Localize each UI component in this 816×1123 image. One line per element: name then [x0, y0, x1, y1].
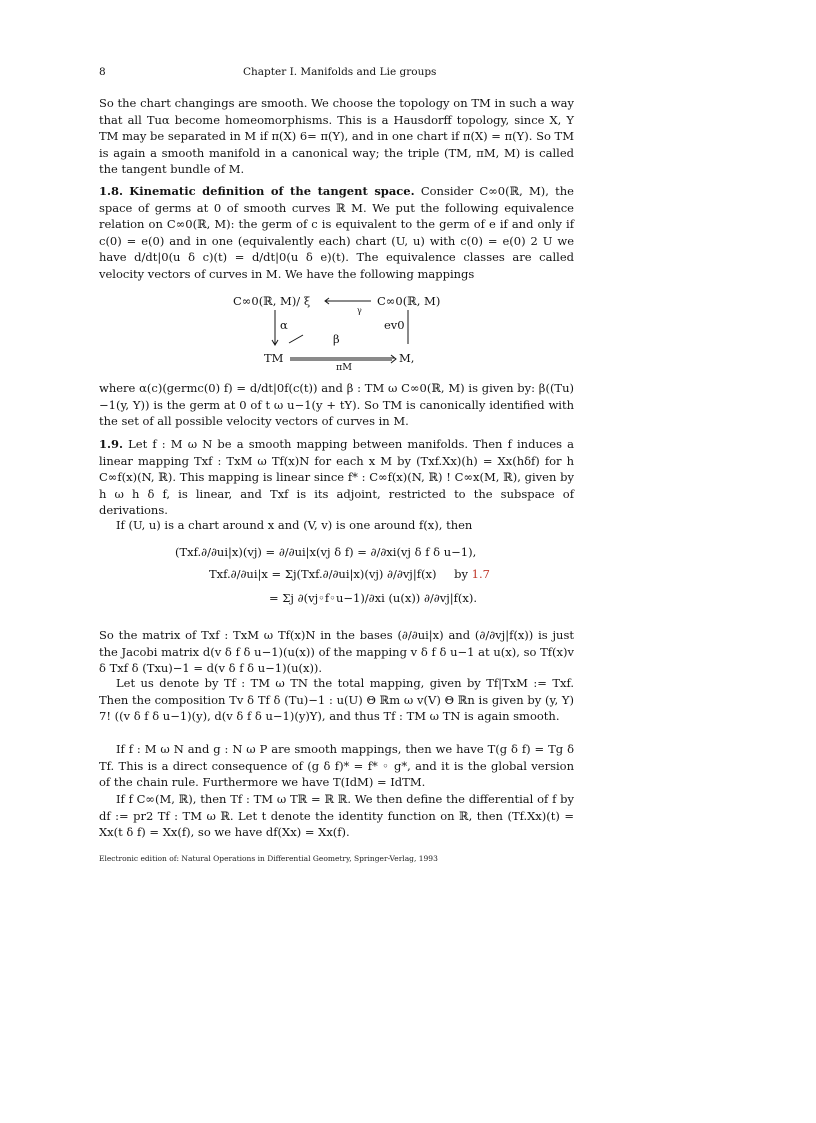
diagram-label-ev: ev0	[384, 318, 405, 332]
diagram-node-top-right: C∞0(ℝ, M)	[377, 294, 441, 308]
paragraph-differential: If f C∞(M, ℝ), then Tf : TM ω Tℝ = ℝ ℝ. We then define the differential of f by df := pr2 Tf : TM ω ℝ. Let t denote the identity function on ℝ, then (Tf.Xx)(t) = Xx(t δ f) = Xx(f), so we have df(Xx) = Xx(f).	[99, 792, 574, 839]
diagram-label-pi: πM	[336, 362, 352, 373]
diagram-label-gamma: γ	[357, 306, 362, 315]
running-head	[99, 64, 574, 84]
diagram-node-bottom-left: TM	[264, 351, 284, 365]
equation-block	[99, 545, 574, 615]
paragraph-chain-rule: If f : M ω N and g : N ω P are smooth mappings, then we have T(g δ f) = Tg δ Tf. This is a direct consequence of (g δ f)* = f* ◦ g*, and it is the global version of the chain rule. Furthermore we have T(IdM) = IdTM.	[99, 742, 574, 789]
section-body: Consider C∞0(ℝ, M), the space of germs at 0 of smooth curves ℝ M. We put the following equivalence relation on C∞0(ℝ, M): the germ of c is equivalent to the germ of e if and only if c(0) = e(0) and in one (equivalently each) chart (U, u) with c(0) = e(0) 2 U we have d/dt|0(u δ c)(t) = d/dt|0(u δ e)(t). The equivalence classes are called velocity vectors of curves in M. We have the following mappings	[99, 184, 574, 281]
equation-1: (Txf.∂/∂ui|x)(vj) = ∂/∂ui|x(vj δ f) = ∂/∂xi(vj δ f δ u−1),	[175, 545, 477, 559]
paragraph-total-mapping: Let us denote by Tf : TM ω TN the total mapping, given by Tf|TxM := Txf. Then the composition Tv δ Tf δ (Tu)−1 : u(U) Θ ℝm ω v(V) Θ ℝn is given by (y, Y) 7! ((v δ f δ u−1)(y), d(v δ f δ u−1)(y)Y), and thus Tf : TM ω TN is again smooth.	[99, 676, 574, 723]
diagram-node-bottom-right: M,	[399, 351, 415, 365]
section-1-9	[99, 436, 574, 519]
section-body: Let f : M ω N be a smooth mapping between manifolds. Then f induces a linear mapping Txf : TxM ω Tf(x)N for each x M by (Txf.Xx)(h) = Xx(hδf) for h C∞f(x)(N, ℝ). This mapping is linear since f* : C∞f(x)(N, ℝ) ! C∞x(M, ℝ), given by h ω h δ f, is linear, and Txf is its adjoint, restricted to the subspace of derivations.	[99, 437, 575, 517]
equation-2	[209, 567, 490, 581]
commutative-diagram	[99, 292, 574, 377]
equation-3: = Σj ∂(vj◦f◦u−1)/∂xi (u(x)) ∂/∂vj|f(x).	[269, 591, 478, 605]
equation-2-lhs: Txf.∂/∂ui|x = Σj(Txf.∂/∂ui|x)(vj) ∂/∂vj|f(x)	[209, 567, 437, 581]
footer-edition-note: Electronic edition of: Natural Operations in Differential Geometry, Springer-Verlag, 1993	[99, 854, 438, 863]
paragraph-jacobi-matrix: So the matrix of Txf : TxM ω Tf(x)N in the bases (∂/∂ui|x) and (∂/∂vj|f(x)) is just the Jacobi matrix d(v δ f δ u−1)(u(x)) of the mapping v δ f δ u−1 at u(x), so Tf(x)v δ Txf δ (Txu)−1 = d(v δ f δ u−1)(u(x)).	[99, 628, 574, 675]
reference-link-1-7[interactable]: 1.7	[471, 567, 490, 581]
arrow-beta	[289, 335, 303, 343]
section-number: 1.9.	[99, 437, 124, 451]
section-title: Kinematic definition of the tangent space.	[129, 184, 415, 198]
chapter-title: Chapter I. Manifolds and Lie groups	[243, 66, 437, 78]
diagram-node-top-left: C∞0(ℝ, M)/ ξ	[233, 294, 311, 308]
equation-2-ref-prefix: by	[454, 567, 468, 581]
page-content	[99, 64, 575, 839]
page-number: 8	[99, 66, 106, 78]
paragraph-diagram-explanation: where α(c)(germc(0) f) = d/dt|0f(c(t)) and β : TM ω C∞0(ℝ, M) is given by: β((Tu)−1(y, Y)) is the germ at 0 of t ω u−1(y + tY). So TM is canonically identified with the set of all possible velocity vectors of curves in M.	[99, 381, 574, 428]
paragraph-chart-changings: So the chart changings are smooth. We choose the topology on TM in such a way that all Tuα become homeomorphisms. This is a Hausdorff topology, since X, Y TM may be separated in M if π(X) 6= π(Y), and in one chart if π(X) = π(Y). So TM is again a smooth manifold in a canonical way; the triple (TM, πM, M) is called the tangent bundle of M.	[99, 96, 574, 176]
diagram-label-beta: β	[333, 332, 340, 346]
diagram-label-alpha: α	[280, 318, 288, 332]
paragraph-chart-around: If (U, u) is a chart around x and (V, v) is one around f(x), then	[116, 518, 473, 532]
diagram-arrows	[99, 292, 574, 377]
arrowhead-bottom	[391, 355, 396, 363]
section-1-8	[99, 183, 574, 282]
section-number: 1.8.	[99, 184, 124, 198]
